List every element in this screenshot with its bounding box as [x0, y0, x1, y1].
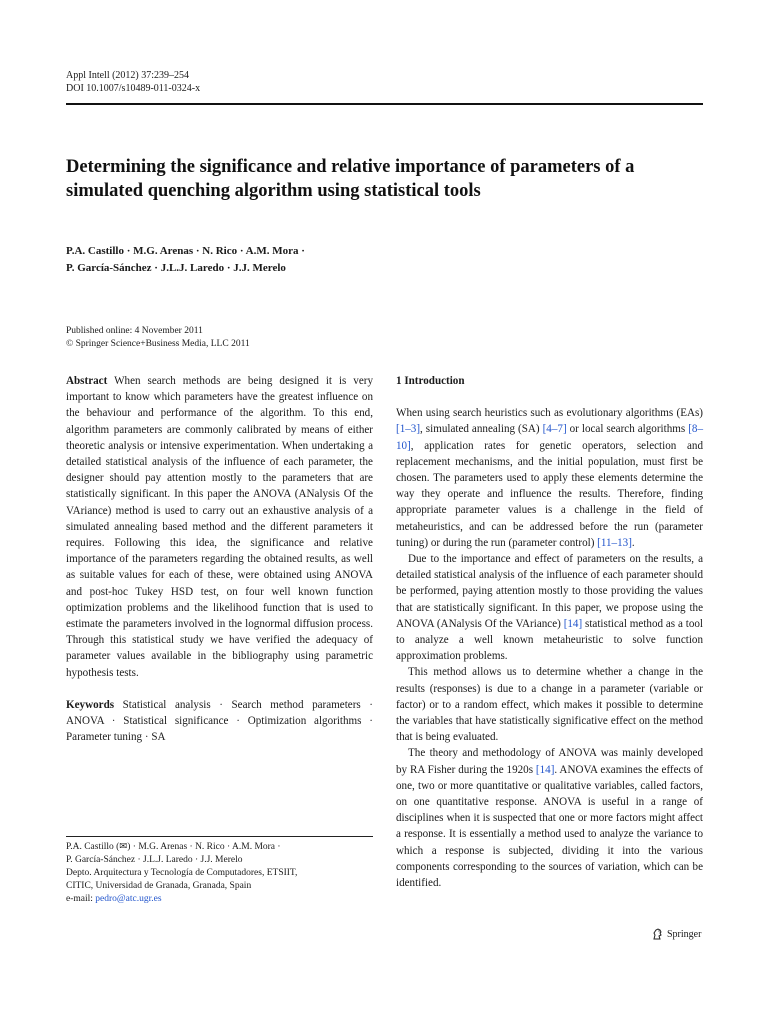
left-column [66, 373, 373, 745]
footnote-email-line [66, 893, 373, 906]
author-footnote [66, 841, 373, 906]
citation-link[interactable]: [8–10] [396, 423, 703, 452]
journal-citation: Appl Intell (2012) 37:239–254 [66, 70, 190, 81]
copyright: © Springer Science+Business Media, LLC 2011 [66, 339, 250, 349]
springer-horse-icon [652, 928, 664, 940]
published-date: Published online: 4 November 2011 [66, 326, 203, 336]
text-run: The theory and methodology of ANOVA was mainly developed by RA Fisher during the 1920s [396, 747, 703, 776]
paper-title: Determining the significance and relative importance of parameters of a simulated quenching algorithm using statistical tools [66, 157, 635, 201]
text-run: . ANOVA examines the effects of one, two or more quantitative or qualitative variables, called factors, on one quantitative response. ANOVA is useful in a range of disciplines when it is suspected that one or more factors might affect a response. It is essentially a method used to analyze the variance to which a response is subjected, dividing it into the various components corresponding to the sources of variation, which can be identified. [396, 763, 703, 890]
citation-link[interactable]: [14] [563, 617, 583, 630]
publisher-footer [652, 928, 701, 940]
citation-link[interactable]: [14] [535, 763, 555, 776]
citation-link[interactable]: [1–3] [396, 423, 421, 436]
footnote-dept: Depto. Arquitectura y Tecnología de Computadores, ETSIIT, [66, 868, 298, 878]
abstract-text: When search methods are being designed it is very important to know which parameters have the greatest influence on the behaviour and performance of the algorithm. To this end, algorithm parameters are commonly calibrated by means of either theoretic analysis or intensive experimentation. When undertaking a detailed statistical analysis of the influence of each parameter, the designer should pay attention mostly to the parameters that are statistically significant. In this paper the ANOVA (ANalysis Of the VAriance) method is used to carry out an exhaustive analysis of a simulated annealing based method and the different parameters it requires. Following this idea, the significance and relative importance of the parameters regarding the obtained results, as well as suitable values for each of these, were obtained using ANOVA and post-hoc Tukey HSD test, on four well known function optimization problems and the likelihood function that is used to estimate the parameters involved in the lognormal diffusion process. Through this statistical study we have verified the adequacy of parameter values available in the bibliography using parametric hypothesis tests. [66, 375, 374, 679]
text-run: . [631, 536, 635, 549]
keywords [66, 697, 373, 746]
intro-paragraph-4 [396, 745, 703, 891]
right-column [396, 373, 703, 891]
citation-link[interactable]: [4–7] [542, 423, 567, 436]
section-heading-introduction: 1 Introduction [396, 375, 465, 387]
author-line-1: P.A. Castillo · M.G. Arenas · N. Rico · A.M. Mora · [66, 245, 305, 257]
email-label: e-mail: [66, 894, 93, 904]
footnote-authors-2: P. García-Sánchez · J.L.J. Laredo · J.J. Merelo [66, 855, 243, 865]
publisher-name: Springer [667, 928, 702, 940]
abstract-heading: Abstract [66, 375, 108, 387]
keywords-heading: Keywords [66, 698, 115, 711]
text-run: or local search algorithms [566, 423, 689, 436]
text-run: , simulated annealing (SA) [420, 423, 543, 436]
intro-paragraph-3: This method allows us to determine whether a change in the results (responses) is due to a change in a parameter (variable or factor) or to a random effect, which makes it possible to determine the variables that have statistically significative effect on the method that is being evaluated. [396, 666, 703, 744]
text-run: , application rates for genetic operators, selection and replacement mechanisms, and the initial population, must first be chosen. The parameters used to apply these elements determine the way they operate and influence the results. Therefore, finding appropriate parameter values is a challenge in the field of metaheuristics, and can be addressed before the run (parameter tuning) or during the run (parameter control) [396, 439, 703, 549]
journal-info [66, 69, 200, 95]
header-rule [66, 103, 703, 105]
journal-doi: DOI 10.1007/s10489-011-0324-x [66, 83, 201, 94]
publication-info [66, 325, 250, 351]
footnote-rule [66, 836, 373, 837]
text-run: Due to the importance and effect of parameters on the results, a detailed statistical analysis of the influence of each parameter should be performed, paying attention mostly to those providing the values that are statistically significant. In this paper, we propose using the ANOVA (ANalysis Of the VAriance) [396, 553, 703, 630]
abstract [66, 373, 373, 681]
intro-paragraph-1 [396, 405, 703, 551]
footnote-authors-1: P.A. Castillo (✉) · M.G. Arenas · N. Rico · A.M. Mora · [66, 842, 281, 852]
author-line-2: P. García-Sánchez · J.L.J. Laredo · J.J. Merelo [66, 262, 286, 274]
author-list [66, 243, 666, 277]
text-run: statistical method as a tool to analyze a well known metaheuristic to solve function approximation problems. [396, 617, 704, 663]
footnote-univ: CITIC, Universidad de Granada, Granada, Spain [66, 881, 252, 891]
email-link[interactable]: pedro@atc.ugr.es [95, 894, 162, 904]
citation-link[interactable]: [11–13] [597, 536, 632, 549]
text-run: When using search heuristics such as evolutionary algorithms (EAs) [396, 407, 703, 420]
keywords-text: Statistical analysis · Search method parameters · ANOVA · Statistical significance · Optimization algorithms · Parameter tuning · SA [66, 698, 373, 744]
intro-paragraph-2 [396, 551, 703, 664]
